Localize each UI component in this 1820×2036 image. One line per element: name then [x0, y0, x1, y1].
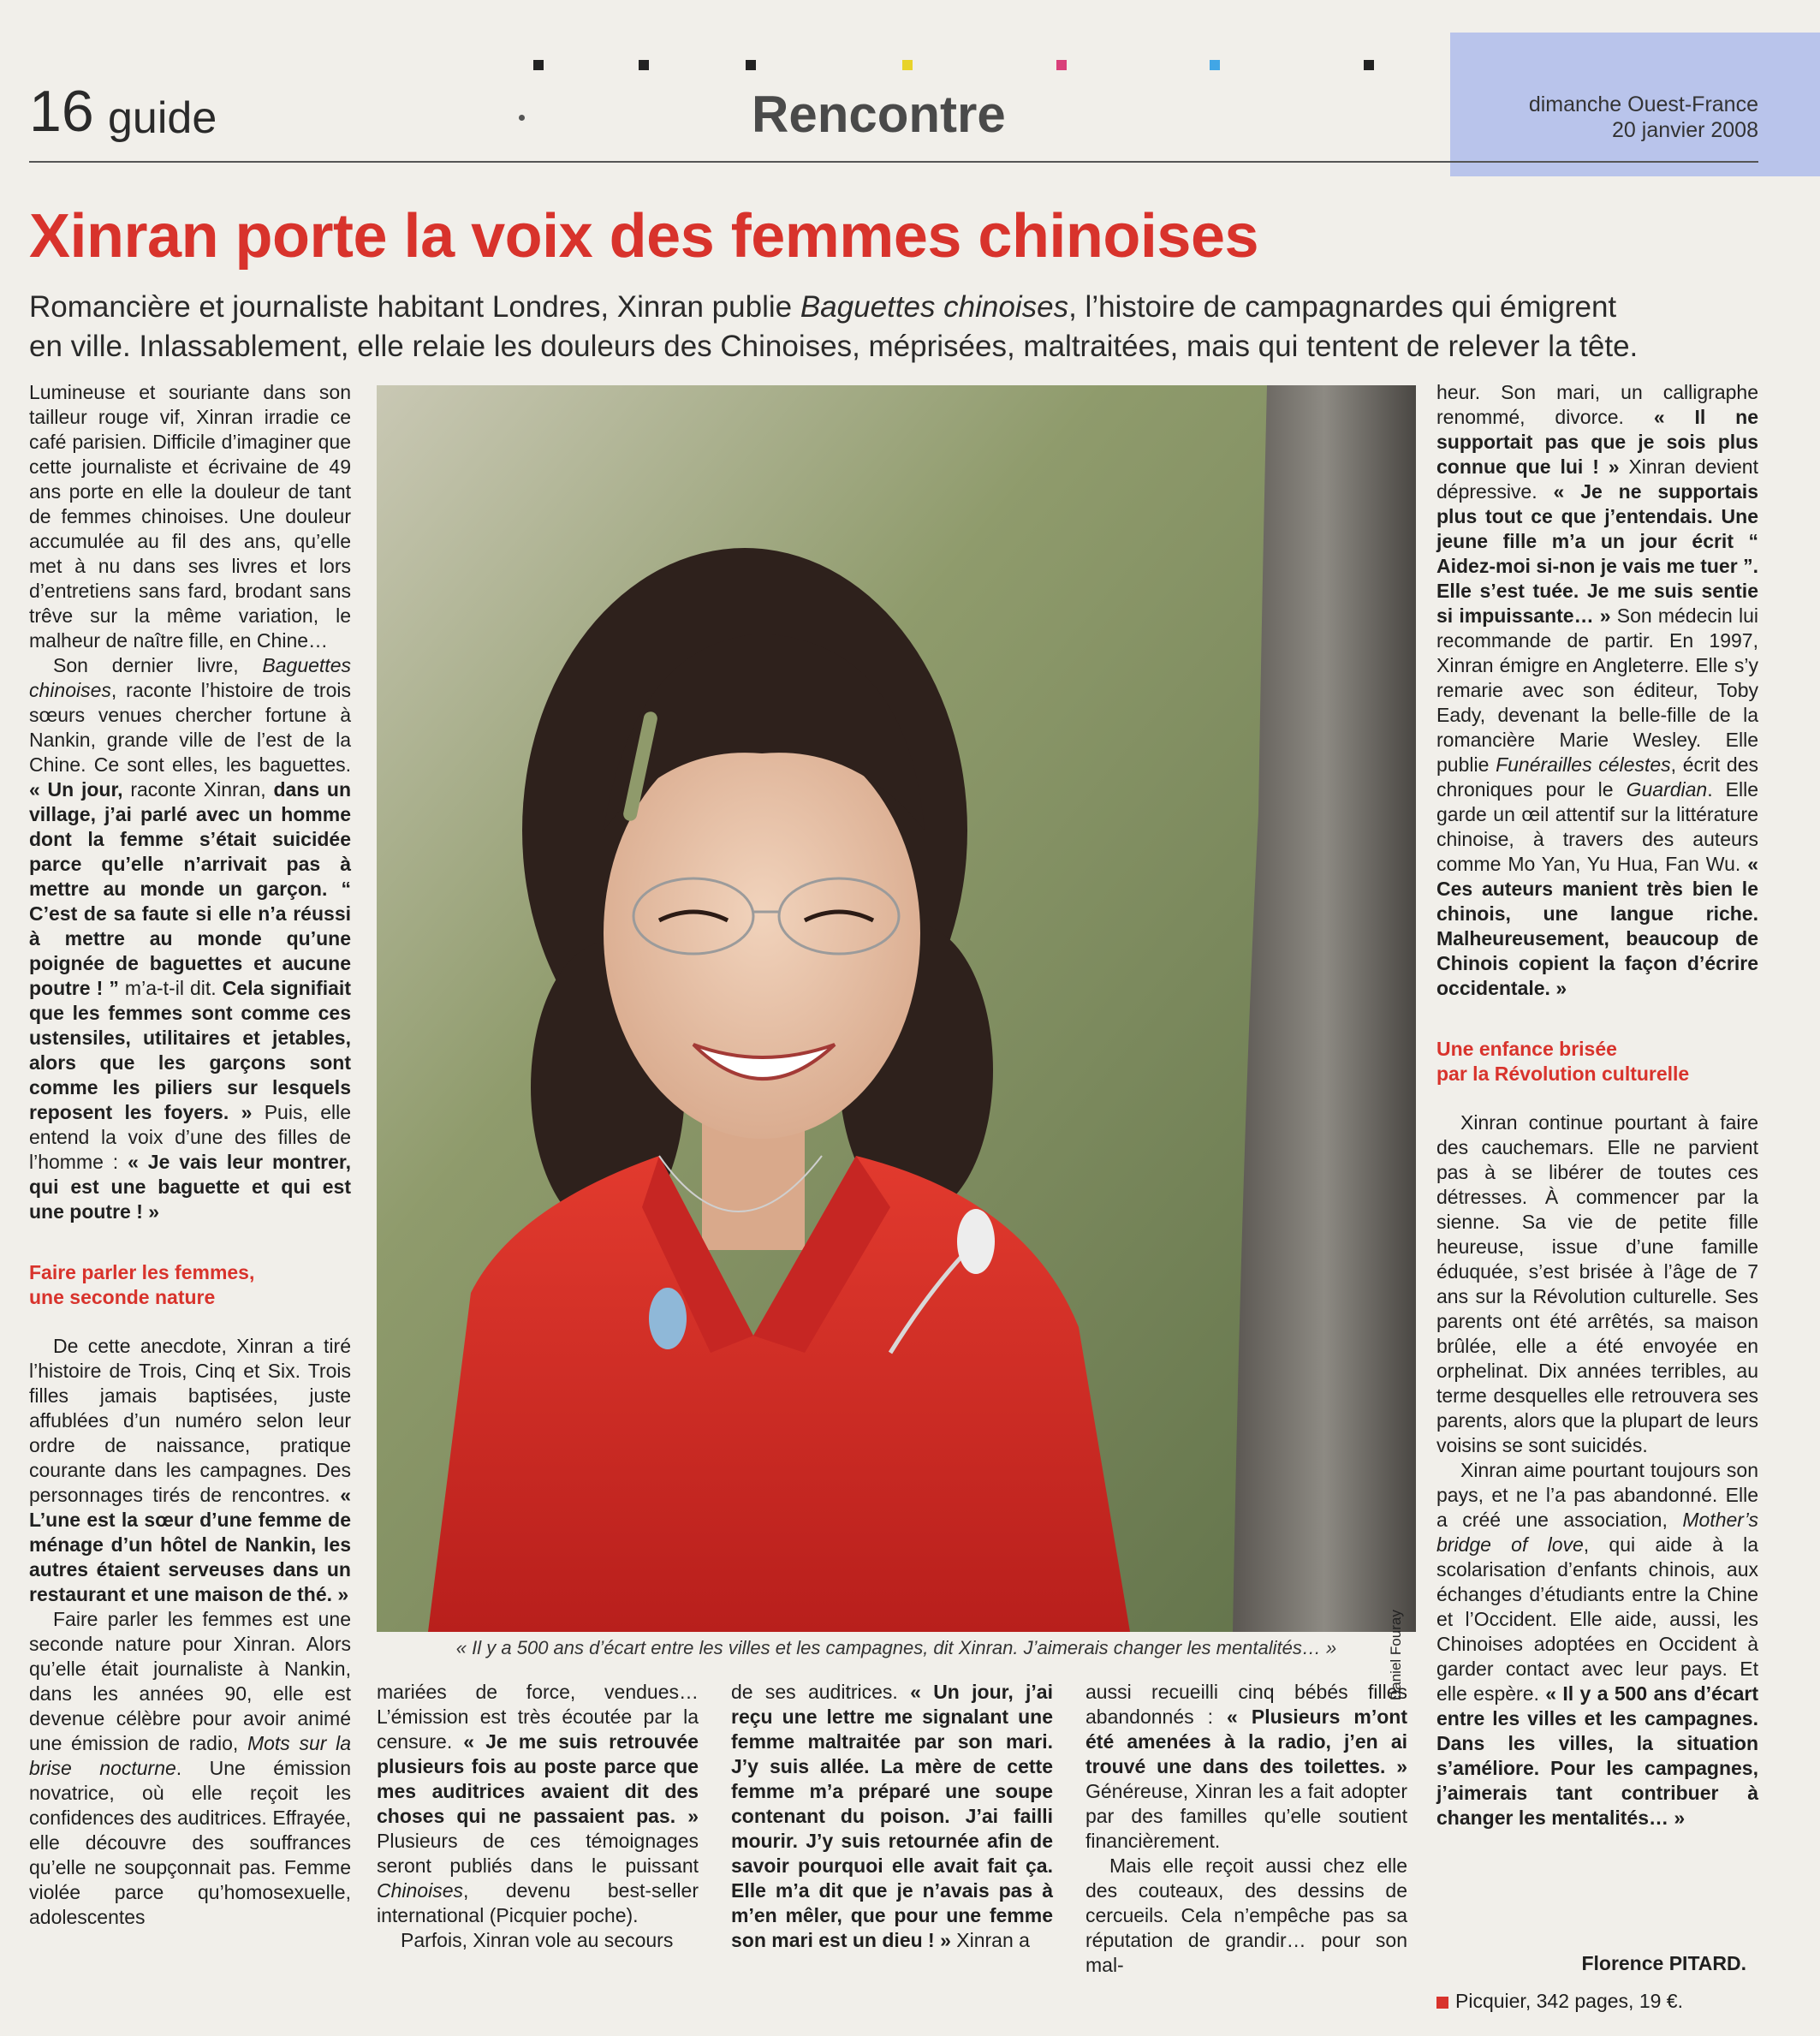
photo-caption: « Il y a 500 ans d’écart entre les villes et les campagnes, dit Xinran. J’aimerais changer les mentalités… »	[455, 1637, 1337, 1658]
register-mark	[1210, 60, 1220, 70]
register-mark	[639, 60, 649, 70]
register-mark	[746, 60, 756, 70]
paragraph: heur. Son mari, un calligraphe renommé, divorce. « Il ne supportait pas que je sois plus connue que lui ! » Xinran devient dépressive. « Je ne supportais plus tout ce que j’entendais. Une jeune fille m’a un jour écrit “ Aidez-moi si-non je vais me tuer ”. Elle s’est tuée. Je me suis sentie si impuissante… » Son médecin lui recommande de partir. En 1997, Xinran émigre en Angleterre. Elle s’y remarie avec son éditeur, Toby Eady, devenant la belle-fille de la romancière Marie Wesley. Elle publie Funérailles célestes, écrit des chroniques pour le Guardian. Elle garde un œil attentif sur la littérature chinoise, à travers des auteurs comme Mo Yan, Yu Hua, Fan Wu. « Ces auteurs manient très bien le chinois, une langue riche. Malheureusement, beaucoup de Chinois copient la façon d’écrire occidentale. »	[1436, 381, 1759, 999]
paragraph: de ses auditrices. « Un jour, j’ai reçu une lettre me signalant une femme maltraitée par son mari. J’y suis allée. La mère de cette femme m’a préparé une soupe contenant du poison. J’ai failli mourir. J’y suis retournée afin de savoir pourquoi elle avait fait ça. Elle m’a dit que je n’avais pas à m’en mêler, que pour une femme son mari est un dieu ! » Xinran a	[731, 1681, 1053, 1951]
article-column-1	[29, 380, 351, 1930]
svg-text:Daniel Fouray: Daniel Fouray	[1388, 1610, 1404, 1700]
article-column-5	[1436, 380, 1758, 1831]
subheading: Une enfance brisée par la Révolution culturelle	[1436, 1038, 1690, 1085]
paragraph: mariées de force, vendues… L’émission est très écoutée par la censure. « Je me suis retrouvée plusieurs fois au poste parce que mes auditrices avaient dit des choses qui ne passaient pas. » Plusieurs de ces témoignages seront publiés dans le puissant Chinoises, devenu best-seller international (Picquier poche).	[377, 1681, 699, 1926]
paragraph: aussi recueilli cinq bébés filles abandonnés : « Plusieurs m’ont été amenées à la radio, j’en ai trouvé une dans des toilettes. » Généreuse, Xinran les a fait adopter par des familles qu’elle soutient financièrement.	[1085, 1681, 1408, 1852]
register-mark	[1364, 60, 1374, 70]
paragraph: Faire parler les femmes est une seconde nature pour Xinran. Alors qu’elle était journaliste à Nankin, dans les années 90, elle est devenue célèbre pour avoir animé une émission de radio, Mots sur la brise nocturne. Une émission novatrice, où elle reçoit les confidences des auditrices. Effrayée, elle découvre des souffrances qu’elle ne soupçonnait pas. Femme violée parce qu’homosexuelle, adolescentes	[29, 1608, 351, 1928]
paragraph: Lumineuse et souriante dans son tailleur rouge vif, Xinran irradie ce café parisien. Difficile d’imaginer que cette journaliste et écrivaine de 49 ans porte en elle la douleur de tant de femmes chinoises. Une douleur accumulée au fil des ans, qu’elle met à nu dans ses livres et lors d’entretiens sans fard, brodant sans trêve sur la même variation, le malheur de naître fille, en Chine…	[29, 381, 351, 652]
portrait-photo	[377, 385, 1416, 1632]
paragraph: Mais elle reçoit aussi chez elle des couteaux, des dessins de cercueils. Cela n’empêche pas sa réputation de grandir… pour son mal-	[1085, 1854, 1407, 1976]
register-mark	[1056, 60, 1067, 70]
paragraph: Son dernier livre, Baguettes chinoises, raconte l’histoire de trois sœurs venues chercher fortune à Nankin, grande ville de l’est de la Chine. Ce sont elles, les baguettes. « Un jour, raconte Xinran, dans un village, j’ai parlé avec un homme dont la femme s’était suicidée parce qu’elle n’arrivait pas à mettre au monde un garçon. “ C’est de sa faute si elle n’a réussi à mettre au monde qu’une poignée de baguettes et aucune poutre ! ” m’a-t-il dit. Cela signifiait que les femmes sont comme ces ustensiles, utilitaires et jetables, alors que les garçons sont comme les piliers sur lesquels reposent les foyers. » Puis, elle entend la voix d’une des filles de l’homme : « Je vais leur montrer, qui est une baguette et qui est une poutre ! »	[29, 654, 352, 1223]
author-signature: Florence PITARD.	[1581, 1952, 1746, 1974]
article-column-4	[1085, 1680, 1407, 1978]
paragraph: Parfois, Xinran vole au secours	[401, 1929, 674, 1951]
article-column-2	[377, 1680, 699, 1953]
page-number: 16	[29, 79, 94, 144]
paragraph: De cette anecdote, Xinran a tiré l’histoire de Trois, Cinq et Six. Trois filles jamais baptisées, juste affublées d’un numéro selon leur ordre de naissance, pratique courante dans les campagnes. Des personnages tirés de rencontres. « L’une est la sœur d’une femme de ménage d’un hôtel de Nankin, les autres étaient serveuses dans un restaurant et une maison de thé. »	[29, 1335, 351, 1605]
article-title: Xinran porte la voix des femmes chinoises	[29, 202, 1259, 271]
paragraph: Xinran continue pourtant à faire des cauchemars. Elle ne parvient pas à se libérer de toutes ces détresses. À commencer par la sienne. Sa vie de petite fille heureuse, issue d’une famille éduquée, s’est brisée à l’âge de 7 ans sur la Révolution culturelle. Ses parents ont été arrêtés, sa maison brûlée, elle a été envoyée en orphelinat. Dix années terribles, au terme desquelles elle retrouvera ses parents, alors que la plupart de leurs voisins se sont suicidés.	[1436, 1111, 1758, 1456]
article-column-3	[731, 1680, 1053, 1953]
red-square-icon	[1436, 1997, 1448, 2009]
section-name: guide	[108, 93, 217, 143]
header-rule	[29, 161, 1758, 163]
register-mark	[533, 60, 544, 70]
register-mark	[902, 60, 913, 70]
issue-date: 20 janvier 2008	[1612, 118, 1758, 142]
subheading: Faire parler les femmes, une seconde nature	[29, 1261, 255, 1308]
paragraph: Xinran aime pourtant toujours son pays, et ne l’a pas abandonné. Elle a créé une association, Mother’s bridge of love, qui aide à la scolarisation d’enfants chinois, aux échanges d’étudiants entre la Chine et l’Occident. Elle aide, aussi, les Chinoises adoptées en Occident à garder contact avec leur pays. Et elle espère. « Il y a 500 ans d’écart entre les villes et les campagnes. Dans les villes, la situation s’améliore. Pour les campagnes, j’aimerais tant contribuer à changer les mentalités… »	[1436, 1459, 1759, 1829]
article-lede: Romancière et journaliste habitant Londres, Xinran publie Baguettes chinoises, l’histoire de campagnardes qui émigrent en ville. Inlassablement, elle relaie les douleurs des Chinoises, méprisées, maltraitées, mais qui tentent de relever la tête.	[29, 290, 1639, 363]
bullet-dot	[519, 115, 525, 121]
book-info: Picquier, 342 pages, 19 €.	[1436, 1990, 1683, 2013]
rubric-title: Rencontre	[752, 86, 1006, 143]
newspaper-name: dimanche Ouest-France	[1528, 92, 1758, 116]
